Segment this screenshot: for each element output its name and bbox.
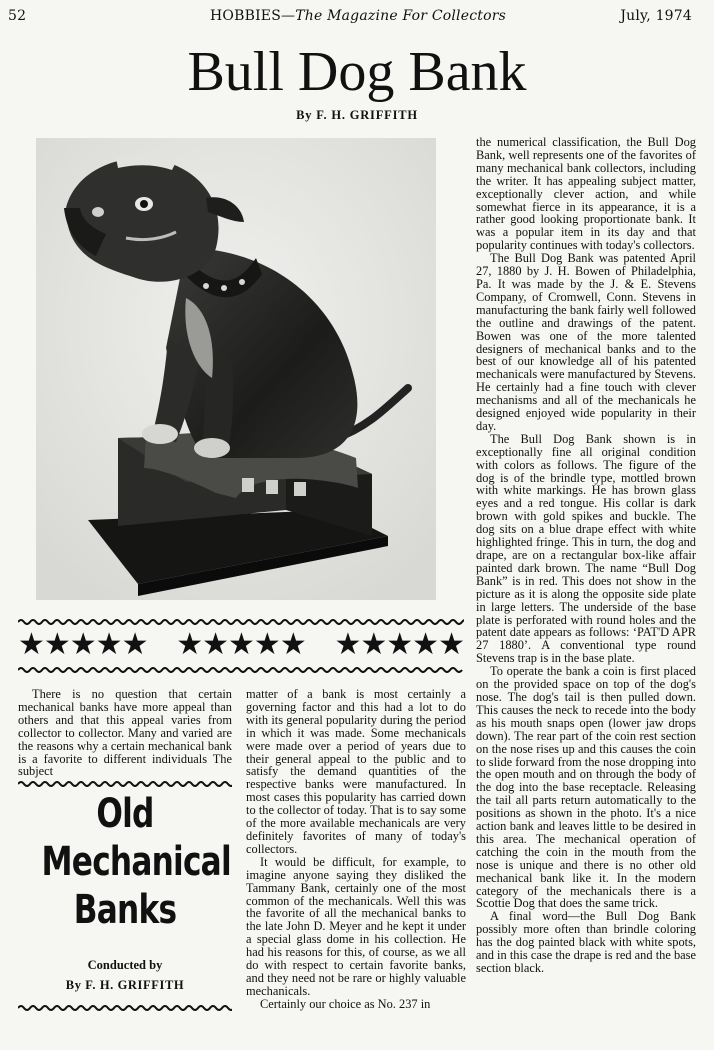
article-title: Bull Dog Bank: [187, 41, 527, 103]
stars-group: ★★★★★: [18, 627, 148, 662]
column-title: [41, 790, 231, 934]
issue-date: July, 1974: [620, 8, 692, 24]
magazine-header: [210, 8, 506, 24]
right-paragraph: A final word—the Bull Dog Bank possibly more often than brindle coloring has the dog painted black with white spots, and in this case the drape is red and the base section black.: [476, 909, 696, 975]
wavy-rule-block-bottom: [18, 1004, 232, 1012]
page-number: 52: [8, 8, 27, 24]
left-column: [18, 688, 232, 778]
middle-column: [246, 688, 466, 1011]
magazine-name: HOBBIES: [210, 8, 282, 24]
wavy-rule-block-bottom-graphic: [18, 1004, 232, 1012]
wavy-rule-block-top-graphic: [18, 780, 232, 788]
right-paragraph: The Bull Dog Bank was patented April 27, 1880 by J. H. Bowen of Philadelphia, Pa. It was made by the J. & E. Stevens Company, of Cromwell, Conn. Stevens in manufacturing the bank fairly well followed the outline and drawings of the patent. Bowen was one of the more talented designers of mechanical banks and to the best of our knowledge all of his patented mechanicals were manufactured by Stevens. He certainly had a fine touch with clever mechanisms and all of the mechanicals he designed enjoyed wide popularity in their day.: [476, 251, 696, 433]
right-paragraph: The Bull Dog Bank shown is in exceptionally fine all original condition with colors as follows. The figure of the dog is of the brindle type, mottled brown with white markings. He has brown glass eyes and a red tongue. His collar is dark brown with gold spikes and buckle. The dog sits on a blue drape effect with white highlighted fringe. This in turn, the dog and drape, are on a rectangular box-like affair painted dark brown. The name “Bull Dog Bank” is in red. This does not show in the picture as it is along the opposite side plate in large letters. The underside of the base plate is perforated with round holes and the patent date appears as follows: ‘PAT'D APR 27 1880’. A conventional type round Stevens trap is in the base plate.: [476, 431, 696, 666]
wavy-rule-top-graphic: [18, 618, 464, 626]
right-paragraph: To operate the bank a coin is first placed on the provided space on top of the dog's nose. The dog's tail is then pulled down. This causes the neck to recede into the body as his mouth snaps open (lower jaw drops down). The rear part of the coin rest section on the nose rises up and this causes the coin to slide forward from the nose dropping into the open mouth and on through the body of the dog into the base receptacle. Releasing the tail all parts return automatically to the positions as shown in the photo. It's a nice action bank and leaves little to be desired in this area. The mechanical operation of catching the coin in the mouth from the nose is unique and there is no other old mechanical bank like it. In the modern category of the mechanicals there is a Scottie Dog that does the same trick.: [476, 664, 696, 911]
middle-paragraph: Certainly our choice as No. 237 in: [260, 996, 431, 1011]
wavy-rule-top: [18, 618, 464, 626]
bull-dog-bank-illustration: [36, 138, 436, 600]
stars-group: ★★★★★: [176, 627, 306, 662]
right-paragraph: the numerical classification, the Bull Dog Bank, well represents one of the favorites of many mechanical bank collectors, including the writer. It has appealing subject matter, exceptionally clever action, and while somewhat fierce in its appearance, it is a rather good looking proportionate bank. It was a popular item in its day and that popularity continues with today's collectors.: [476, 135, 696, 253]
right-column: [476, 136, 696, 975]
stars-ornament: [18, 628, 464, 662]
stars-group: ★★★★★: [334, 627, 464, 662]
magazine-tagline: —The Magazine For Collectors: [281, 8, 506, 24]
article-byline: By F. H. GRIFFITH: [296, 108, 418, 122]
column-title-line: Banks: [73, 887, 177, 933]
wavy-rule-bottom-graphic: [18, 666, 464, 674]
column-byline: By F. H. GRIFFITH: [65, 978, 185, 992]
left-paragraph: There is no question that certain mechanical banks have more appeal than others and that this appeal varies from collector to collector. Many and varied are the reasons why a certain mechanical bank is a favorite to different individuals The subject: [18, 687, 232, 779]
wavy-rule-block-top: [18, 780, 232, 788]
column-title-line: Old: [96, 791, 154, 837]
middle-paragraph: It would be difficult, for example, to imagine anyone saying they disliked the Tammany Bank, certainly one of the most common of the mechanicals. Well this was the favorite of all the mechanical banks to the late John D. Meyer and he kept it under a special glass dome in his collection. He had his reasons for this, of course, as we all do with respect to certain favorite banks, and they need not be rare or highly valuable mechanicals.: [246, 854, 466, 998]
column-title-line: Mechanical: [41, 839, 231, 885]
middle-paragraph: matter of a bank is most certainly a governing factor and this had a lot to do with its general popularity during the period in which it was made. Some mechanicals were made over a period of years due to their general appeal to the public and to satisfy the demand quantities of the respective banks were manufactured. In most cases this popularity has carried down to the collector of today. That is to say some of the more available mechanicals are very definitely favorites of many of today's collectors.: [246, 687, 466, 856]
wavy-rule-bottom: [18, 666, 464, 674]
conducted-by: Conducted by: [87, 958, 163, 972]
bull-dog-bank-photo: [36, 138, 436, 600]
